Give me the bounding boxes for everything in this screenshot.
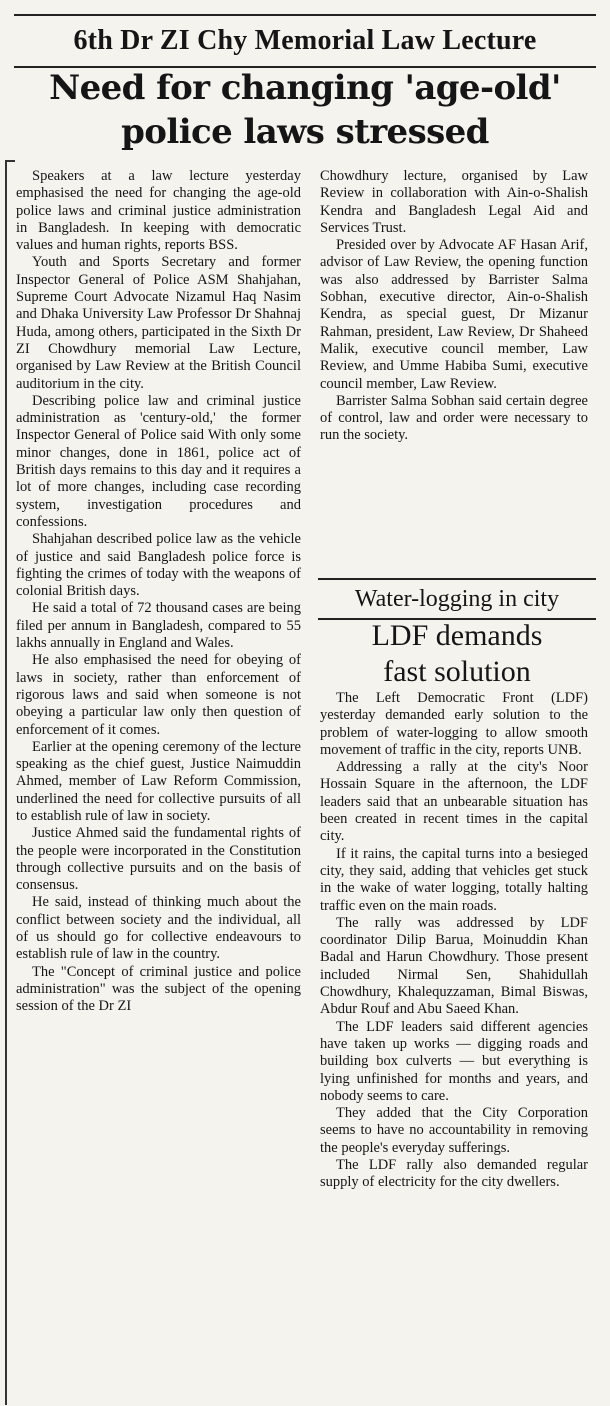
article-paragraph: Chowdhury lecture, organised by Law Review in collaboration with Ain-o-Shalish Kendra and Bangladesh Legal Aid and Services Trust. <box>320 168 588 236</box>
article-paragraph: Shahjahan described police law as the vehicle of justice and said Bangladesh police force is fighting the crimes of today with the weapons of colonial British days. <box>16 531 301 600</box>
article-paragraph: He said, instead of thinking much about the conflict between society and the individual, all of us should go for collective endeavours to establish rule of law in the country. <box>16 894 301 963</box>
article-paragraph: The LDF leaders said different agencies have taken up works — digging roads and building box culverts — but everything is lying unfinished for months and years, and nobody seems to care. <box>320 1018 588 1104</box>
column-rule <box>5 160 7 1405</box>
article-paragraph: He also emphasised the need for obeying of laws in society, rather than enforcement of rigorous laws and said when someone is not obeying a particular law only then question of enforcement of it comes. <box>16 652 301 738</box>
second-story-headline <box>318 618 596 690</box>
article-paragraph: He said a total of 72 thousand cases are being filed per annum in Bangladesh, compared to 55 lakhs annually in England and Wales. <box>16 600 301 652</box>
article-paragraph: Justice Ahmed said the fundamental rights of the people were incorporated in the Constitution through collective pursuits and on the basis of consensus. <box>16 825 301 894</box>
story-headline <box>14 66 596 154</box>
article-paragraph: Earlier at the opening ceremony of the lecture speaking as the chief guest, Justice Naimuddin Ahmed, member of Law Reform Commission, underlined the need for collective pursuits of all to establish rule of law in society. <box>16 738 301 824</box>
second-headline-line-2: fast solution <box>383 655 531 688</box>
column-rule-tick <box>5 160 15 162</box>
article-paragraph: Barrister Salma Sobhan said certain degree of control, law and order were necessary to run the society. <box>320 392 588 444</box>
article-paragraph: The rally was addressed by LDF coordinator Dilip Barua, Moinuddin Khan Badal and Harun Chowdhury. Those present included Nirmal Sen, Shahidullah Chowdhury, Khalequzzaman, Bimal Biswas, Abdur Rouf and Abu Saeed Khan. <box>320 914 588 1018</box>
article-paragraph: They added that the City Corporation seems to have no accountability in removing the people's everyday sufferings. <box>320 1105 588 1156</box>
article-paragraph: Presided over by Advocate AF Hasan Arif, advisor of Law Review, the opening function was also addressed by Barrister Salma Sobhan, executive director, Ain-o-Shalish Kendra, as special guest, Dr Mizanur Rahman, president, Law Review, Dr Shaheed Malik, executive council member, Law Review, and Umme Habiba Sumi, executive council member, Law Review. <box>320 237 588 392</box>
article-paragraph: If it rains, the capital turns into a besieged city, they said, adding that vehicles get stuck in the wake of water logging, totally halting traffic even on the main roads. <box>320 845 588 914</box>
second-headline-line-1: LDF demands <box>371 619 543 652</box>
main-story-right-column <box>320 168 588 445</box>
main-story-left-column <box>16 168 301 1016</box>
article-paragraph: Addressing a rally at the city's Noor Hossain Square in the afternoon, the LDF leaders said that an unbearable situation has been created in recent times in the capital city. <box>320 759 588 845</box>
article-paragraph: The Left Democratic Front (LDF) yesterday demanded early solution to the problem of water-logging to allow smooth movement of traffic in the city, reports UNB. <box>320 690 588 758</box>
headline-line-1: Need for changing 'age-old' <box>49 68 561 108</box>
article-paragraph: The LDF rally also demanded regular supply of electricity for the city dwellers. <box>320 1157 588 1191</box>
headline-line-2: police laws stressed <box>121 112 489 152</box>
second-story-column <box>320 690 588 1192</box>
second-story-kicker: Water-logging in city <box>318 578 596 620</box>
article-paragraph: Youth and Sports Secretary and former Inspector General of Police ASM Shahjahan, Supreme Court Advocate Nizamul Haq Nasim and Dhaka University Law Professor Dr Shahnaj Huda, among others, participated in the Sixth Dr ZI Chowdhury memorial Law Lecture, organised by Law Review at the British Council auditorium in the city. <box>16 254 301 392</box>
story-kicker: 6th Dr ZI Chy Memorial Law Lecture <box>14 14 596 68</box>
article-paragraph: Describing police law and criminal justice administration as 'century-old,' the former Inspector General of Police said With only some minor changes, done in 1861, police act of British days remains to this day and it requires a lot of more changes, including case recording system, investigation procedures and confessions. <box>16 392 301 530</box>
article-paragraph: Speakers at a law lecture yesterday emphasised the need for changing the age-old police laws and criminal justice administration in Bangladesh. In keeping with democratic values and human rights, reports BSS. <box>16 168 301 254</box>
article-paragraph: The "Concept of criminal justice and police administration" was the subject of the opening session of the Dr ZI <box>16 963 301 1015</box>
